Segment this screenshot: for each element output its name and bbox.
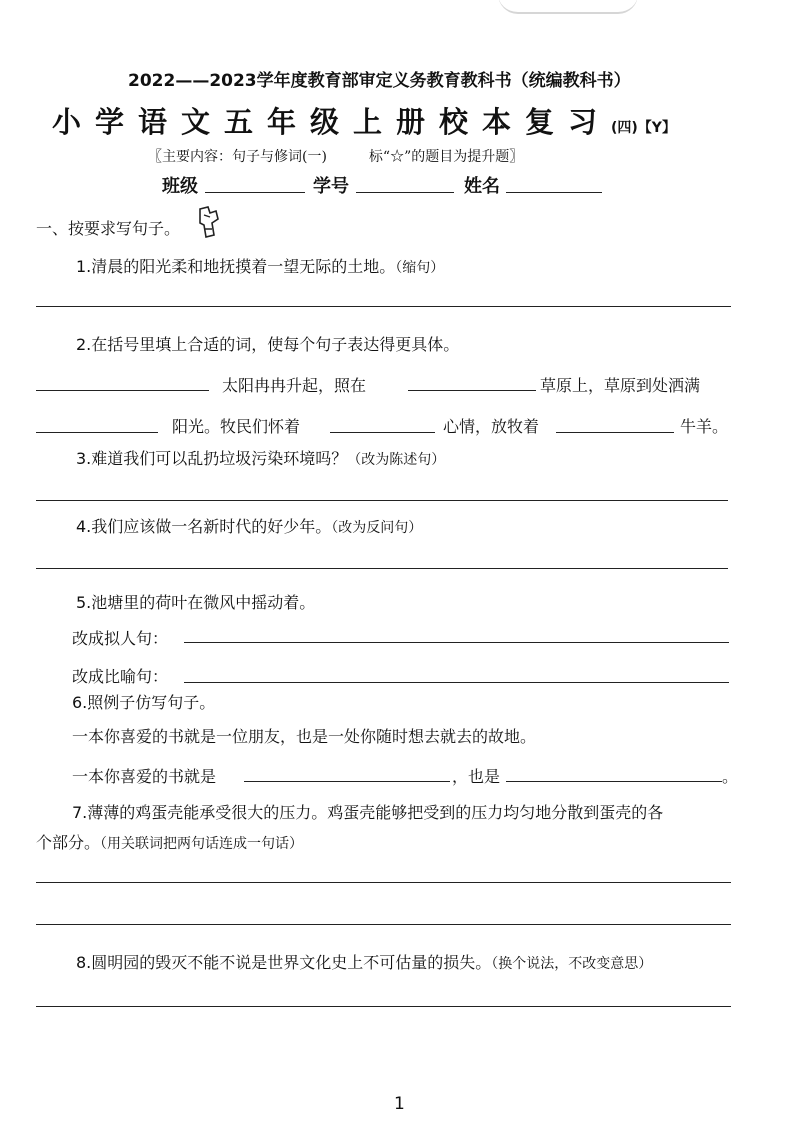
student-number-field[interactable] xyxy=(356,192,454,193)
blank-2e[interactable] xyxy=(556,432,674,433)
question-7-line2 xyxy=(36,830,303,853)
class-label: 班级 xyxy=(162,176,198,197)
question-2-seg4: 心情，放牧着 xyxy=(443,417,540,436)
metaphor-line[interactable] xyxy=(184,682,729,683)
question-6-end: 。 xyxy=(722,767,739,786)
question-2-seg2: 草原上，草原到处洒满 xyxy=(540,376,701,395)
title-suffix: (四)【Y】 xyxy=(611,120,676,136)
answer-line-7a[interactable] xyxy=(36,882,731,883)
blank-2a[interactable] xyxy=(36,390,209,391)
question-7-line1: 7.薄薄的鸡蛋壳能承受很大的压力。鸡蛋壳能够把受到的压力均匀地分散到蛋壳的各 xyxy=(72,803,664,822)
question-1 xyxy=(76,254,444,277)
question-6-middle: ，也是 xyxy=(452,767,501,786)
question-8-text: 8.圆明园的毁灭不能不说是世界文化史上不可估量的损失。 xyxy=(76,953,492,972)
question-3-text: 3.难道我们可以乱扔垃圾污染环境吗？ xyxy=(76,449,348,468)
personification-label: 改成拟人句： xyxy=(72,629,169,648)
class-field[interactable] xyxy=(205,192,305,193)
blank-6a[interactable] xyxy=(244,781,450,782)
name-label: 姓名 xyxy=(464,176,500,197)
question-6-prefix: 一本你喜爱的书就是 xyxy=(72,767,217,786)
personification-line[interactable] xyxy=(184,642,729,643)
question-2-text: 2.在括号里填上合适的词，使每个句子表达得更具体。 xyxy=(76,335,460,354)
question-7-line2-text: 个部分。 xyxy=(36,833,101,852)
answer-line-8[interactable] xyxy=(36,1006,731,1007)
series-header: 2022——2023学年度教育部审定义务教育教科书（统编教科书） xyxy=(128,71,631,91)
student-number-label: 学号 xyxy=(313,176,349,197)
question-1-text: 1.清晨的阳光柔和地抚摸着一望无际的土地。 xyxy=(76,257,396,276)
question-6-example: 一本你喜爱的书就是一位朋友，也是一处你随时想去就去的故地。 xyxy=(72,727,537,746)
question-7-note: （用关联词把两句话连成一句话） xyxy=(100,836,304,852)
question-2-seg5: 牛羊。 xyxy=(680,417,729,436)
question-3 xyxy=(76,446,445,469)
question-8-note: （换个说法，不改变意思） xyxy=(491,956,653,972)
question-3-note: （改为陈述句） xyxy=(347,452,446,468)
page-number: 1 xyxy=(394,1094,405,1114)
writing-hand-icon xyxy=(196,205,222,241)
question-4-text: 4.我们应该做一名新时代的好少年。 xyxy=(76,517,332,536)
section-heading: 一、按要求写句子。 xyxy=(36,219,181,238)
question-4-note: （改为反问句） xyxy=(331,520,423,536)
answer-line-4[interactable] xyxy=(36,568,728,569)
question-2-seg1: 太阳冉冉升起，照在 xyxy=(222,376,367,395)
answer-line-1[interactable] xyxy=(36,306,731,307)
question-8 xyxy=(76,950,652,973)
title-block xyxy=(52,100,676,141)
top-scribble-mark xyxy=(498,0,638,14)
page-title: 小学语文五年级上册校本复习 xyxy=(52,105,612,139)
blank-2b[interactable] xyxy=(408,390,536,391)
answer-line-3[interactable] xyxy=(36,500,728,501)
blank-6b[interactable] xyxy=(506,781,722,782)
question-5-text: 5.池塘里的荷叶在微风中摇动着。 xyxy=(76,593,316,612)
blank-2d[interactable] xyxy=(330,432,435,433)
question-1-note: （缩句） xyxy=(395,260,445,276)
name-field[interactable] xyxy=(506,192,602,193)
question-2-seg3: 阳光。牧民们怀着 xyxy=(172,417,301,436)
metaphor-label: 改成比喻句： xyxy=(72,667,169,686)
subtitle: 〖主要内容：句子与修词(一) 标“☆”的题目为提升题〗 xyxy=(148,149,524,165)
answer-line-7b[interactable] xyxy=(36,924,731,925)
blank-2c[interactable] xyxy=(36,432,158,433)
question-4 xyxy=(76,514,422,537)
question-6-text: 6.照例子仿写句子。 xyxy=(72,693,216,712)
